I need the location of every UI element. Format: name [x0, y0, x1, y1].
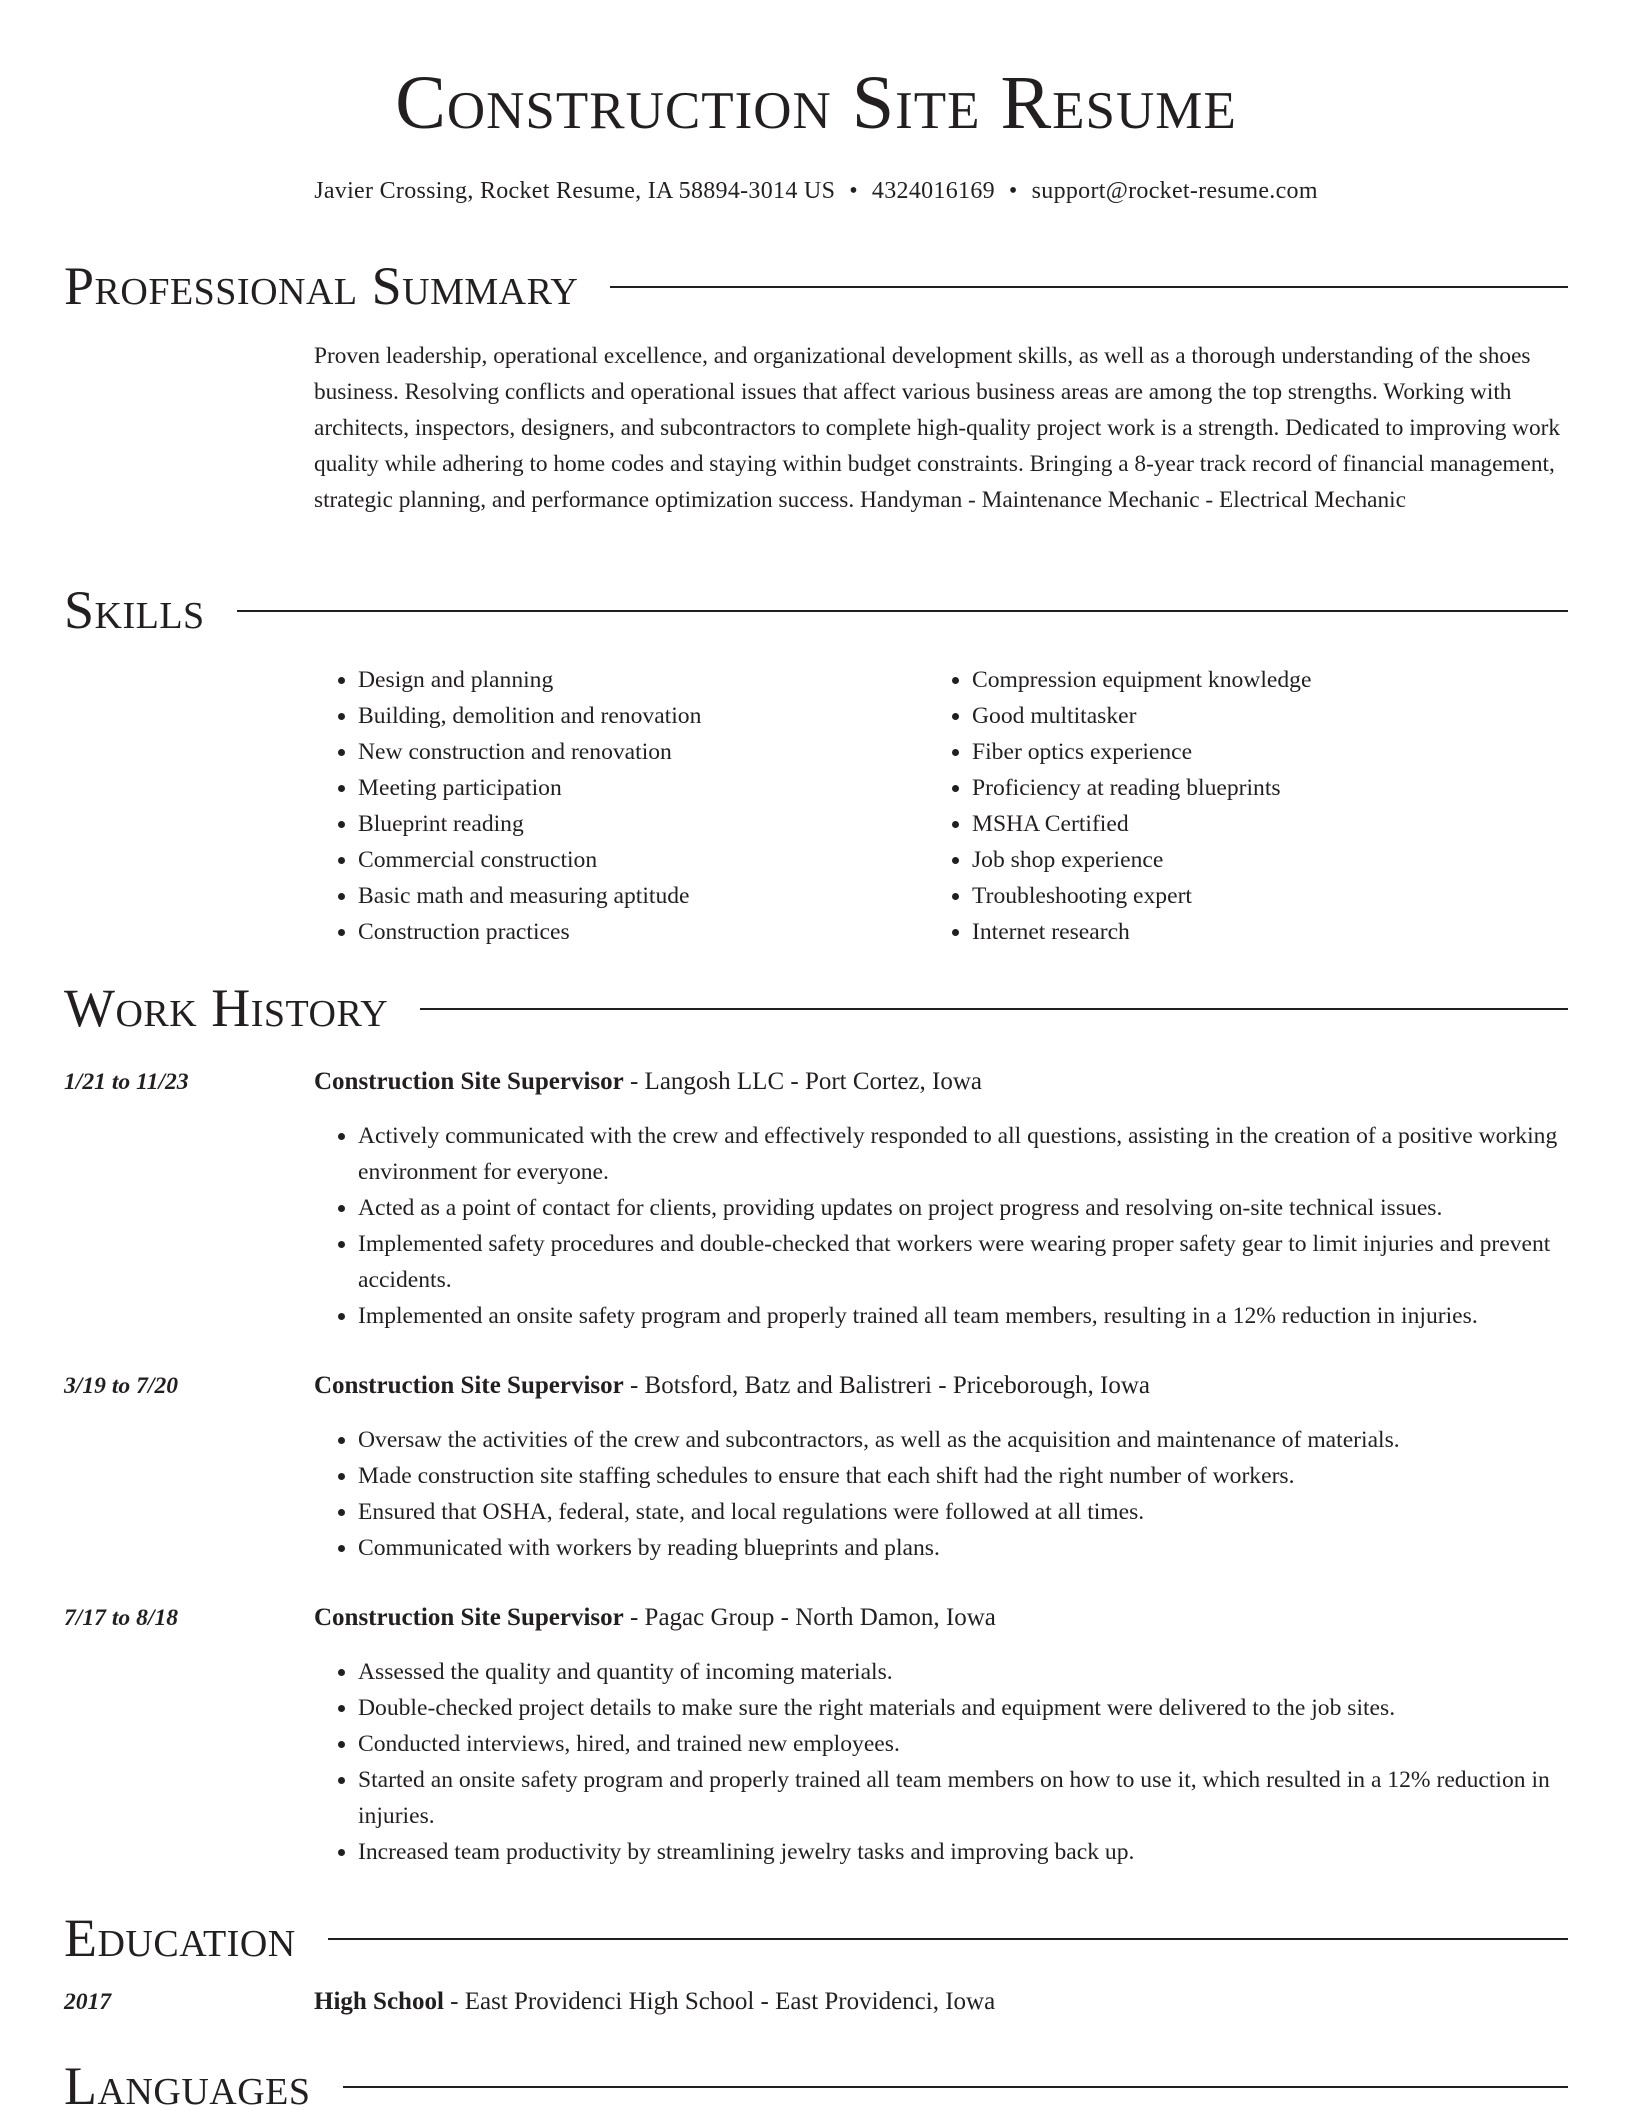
contact-address: Javier Crossing, Rocket Resume, IA 58894-3014 US: [314, 178, 836, 204]
contact-phone: 4324016169: [871, 178, 995, 204]
skill-item: • Troubleshooting expert: [972, 878, 1572, 914]
languages-heading: [64, 2054, 1568, 2118]
education-year: 2017: [64, 1989, 112, 2015]
job-bullet: • Conducted interviews, hired, and trained new employees.: [358, 1726, 1608, 1762]
skill-item: • MSHA Certified: [972, 806, 1572, 842]
skill-item: • Meeting participation: [358, 770, 918, 806]
job-dates: 1/21 to 11/23: [64, 1069, 189, 1095]
job-bullet: • Made construction site staffing schedules to ensure that each shift had the right number of workers.: [358, 1458, 1608, 1494]
skill-item: • Compression equipment knowledge: [972, 662, 1572, 698]
skills-heading: [64, 578, 1568, 642]
job-role: Construction Site Supervisor: [314, 1372, 624, 1399]
resume-name: Construction Site Resume: [395, 61, 1237, 145]
job-bullet: • Acted as a point of contact for clients, providing updates on project progress and resolving on-site technical issues.: [358, 1190, 1608, 1226]
skill-item: • Design and planning: [358, 662, 918, 698]
job-dates: 7/17 to 8/18: [64, 1605, 179, 1631]
section-title-skills: Skills: [64, 580, 205, 640]
contact-line: [0, 174, 1632, 208]
skill-item: • Proficiency at reading blueprints: [972, 770, 1572, 806]
section-divider: [328, 1938, 1568, 1940]
skills-list-left: [314, 662, 918, 950]
section-divider: [610, 286, 1568, 288]
job-bullet: • Started an onsite safety program and properly trained all team members on how to use it, which resulted in a 12% reduction in injuries.: [358, 1762, 1608, 1834]
skill-item: • Commercial construction: [358, 842, 918, 878]
summary-heading: [64, 254, 1568, 318]
job-bullet: • Assessed the quality and quantity of incoming materials.: [358, 1654, 1608, 1690]
section-divider: [420, 1008, 1568, 1010]
work-history-heading: [64, 976, 1568, 1040]
job-bullet: • Ensured that OSHA, federal, state, and local regulations were followed at all times.: [358, 1494, 1608, 1530]
job-title: [314, 1064, 982, 1100]
job-role: Construction Site Supervisor: [314, 1604, 624, 1631]
job-bullet: • Increased team productivity by streamlining jewelry tasks and improving back up.: [358, 1834, 1608, 1870]
job-bullet: • Double-checked project details to make sure the right materials and equipment were delivered to the job sites.: [358, 1690, 1608, 1726]
skill-item: • Construction practices: [358, 914, 918, 950]
education-school: - East Providenci High School - East Providenci, Iowa: [443, 1988, 996, 2015]
job-bullet: • Implemented safety procedures and double-checked that workers were wearing proper safety gear to limit injuries and prevent accidents.: [358, 1226, 1608, 1298]
job-bullet: • Implemented an onsite safety program and properly trained all team members, resulting in a 12% reduction in injuries.: [358, 1298, 1608, 1334]
job-employer: - Pagac Group - North Damon, Iowa: [623, 1604, 996, 1631]
skill-item: • Good multitasker: [972, 698, 1572, 734]
job-bullet: • Actively communicated with the crew and effectively responded to all questions, assisting in the creation of a positive working environment for everyone.: [358, 1118, 1608, 1190]
skills-list-right: [928, 662, 1572, 950]
job-bullet-list: [314, 1118, 1608, 1334]
section-title-work-history: Work History: [64, 978, 389, 1038]
job-role: Construction Site Supervisor: [314, 1068, 624, 1095]
job-dates: 3/19 to 7/20: [64, 1373, 179, 1399]
contact-email: support@rocket-resume.com: [1031, 178, 1318, 204]
job-title: [314, 1368, 1150, 1404]
skill-item: • Basic math and measuring aptitude: [358, 878, 918, 914]
education-entry: [314, 1984, 995, 2020]
section-title-summary: Professional Summary: [64, 256, 579, 316]
job-employer: - Langosh LLC - Port Cortez, Iowa: [623, 1068, 982, 1095]
job-bullet: • Communicated with workers by reading blueprints and plans.: [358, 1530, 1608, 1566]
education-heading: [64, 1906, 1568, 1970]
education-degree: High School: [314, 1988, 444, 2015]
job-bullet: • Oversaw the activities of the crew and subcontractors, as well as the acquisition and maintenance of materials.: [358, 1422, 1608, 1458]
contact-separator: •: [1008, 178, 1018, 204]
section-divider: [237, 610, 1568, 612]
job-employer: - Botsford, Batz and Balistreri - Priceborough, Iowa: [623, 1372, 1150, 1399]
skill-item: • New construction and renovation: [358, 734, 918, 770]
summary-text: Proven leadership, operational excellence, and organizational development skills, as well as a thorough understanding of the shoes business. Resolving conflicts and operational issues that affect various business areas are among the top strengths. Working with architects, inspectors, designers, and subcontractors to complete high-quality project work is a strength. Dedicated to improving work quality while adhering to home codes and staying within budget constraints. Bringing a 8-year track record of financial management, strategic planning, and performance optimization success. Handyman - Maintenance Mechanic - Electrical Mechanic: [314, 343, 1561, 513]
job-bullet-list: [314, 1654, 1608, 1870]
job-title: [314, 1600, 996, 1636]
skill-item: • Blueprint reading: [358, 806, 918, 842]
section-divider: [343, 2086, 1569, 2088]
section-title-education: Education: [64, 1908, 296, 1968]
skill-item: • Job shop experience: [972, 842, 1572, 878]
skill-item: • Building, demolition and renovation: [358, 698, 918, 734]
skill-item: • Internet research: [972, 914, 1572, 950]
contact-separator: •: [849, 178, 858, 204]
section-title-languages: Languages: [64, 2056, 311, 2116]
job-bullet-list: [314, 1422, 1608, 1566]
skill-item: • Fiber optics experience: [972, 734, 1572, 770]
